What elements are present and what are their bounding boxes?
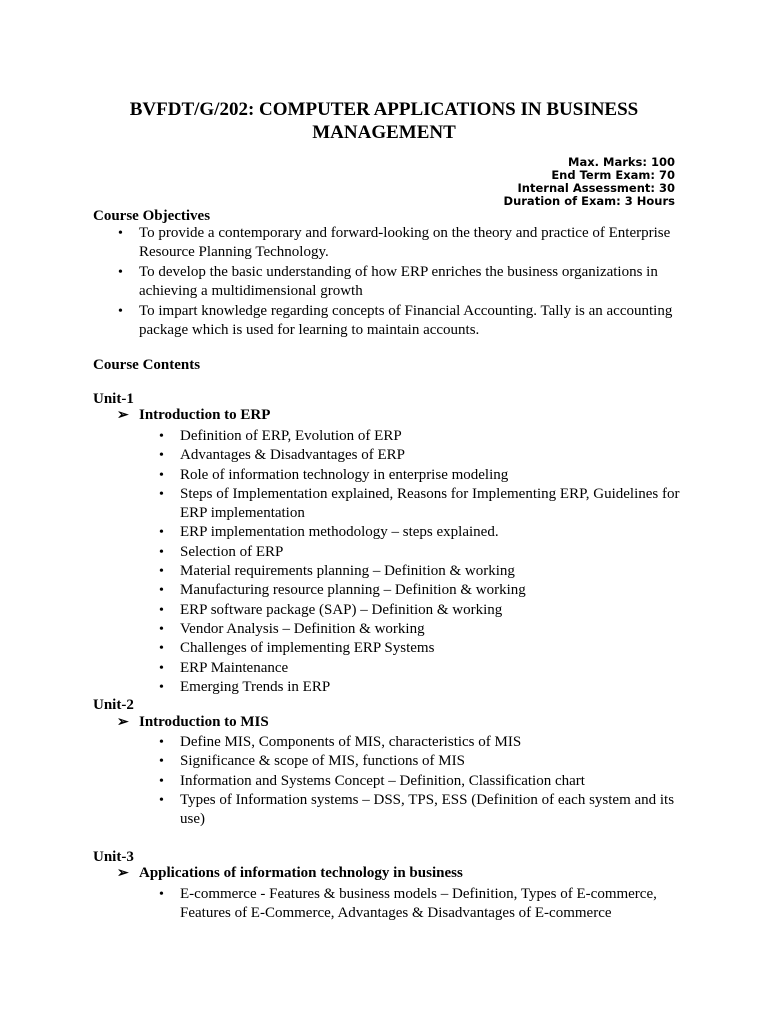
- unit-1-label: Unit-1: [93, 391, 134, 407]
- exam-duration: Duration of Exam: 3 Hours: [503, 194, 675, 208]
- list-item: • Definition of ERP, Evolution of ERP: [93, 427, 683, 446]
- list-item: • Material requirements planning – Definition & working: [93, 562, 683, 581]
- list-item: • Challenges of implementing ERP Systems: [93, 639, 683, 658]
- list-item: • Advantages & Disadvantages of ERP: [93, 446, 683, 465]
- internal-assessment: Internal Assessment: 30: [517, 181, 675, 195]
- list-item: • Steps of Implementation explained, Reasons for Implementing ERP, Guidelines for ERP implementation: [93, 485, 683, 524]
- list-item: • Information and Systems Concept – Definition, Classification chart: [93, 772, 683, 791]
- list-item: • Role of information technology in enterprise modeling: [93, 466, 683, 485]
- unit-3-topic-text: Applications of information technology in business: [139, 865, 463, 881]
- list-item: • Significance & scope of MIS, functions of MIS: [93, 752, 683, 771]
- unit-2-points: [93, 733, 683, 829]
- unit-2-topic-text: Introduction to MIS: [139, 714, 269, 730]
- objectives-list: [93, 224, 683, 340]
- unit-3-topic: [117, 865, 463, 882]
- list-item: • Emerging Trends in ERP: [93, 678, 683, 697]
- unit-3-label: Unit-3: [93, 849, 134, 865]
- list-item: • E-commerce - Features & business models – Definition, Types of E-commerce, Features of E-Commerce, Advantages & Disadvantages of E-commerce: [93, 885, 683, 924]
- list-item: • Vendor Analysis – Definition & working: [93, 620, 683, 639]
- unit-1-points: [93, 427, 683, 697]
- objective-item: • To develop the basic understanding of how ERP enriches the business organizations in achieving a multidimensional growth: [93, 263, 683, 302]
- list-item: • Define MIS, Components of MIS, characteristics of MIS: [93, 733, 683, 752]
- contents-heading: Course Contents: [93, 357, 201, 373]
- objectives-heading: Course Objectives: [93, 208, 211, 224]
- objective-item: • To impart knowledge regarding concepts of Financial Accounting. Tally is an accounting package which is used for learning to maintain accounts.: [93, 302, 683, 341]
- exam-info: [504, 156, 675, 208]
- list-item: • ERP implementation methodology – steps explained.: [93, 523, 683, 542]
- unit-2-topic: [117, 714, 269, 731]
- unit-1-topic-text: Introduction to ERP: [139, 407, 271, 423]
- unit-2-label: Unit-2: [93, 697, 134, 713]
- unit-3-points: [93, 885, 683, 924]
- unit-1-topic: [117, 407, 270, 424]
- list-item: • Types of Information systems – DSS, TPS, ESS (Definition of each system and its use): [93, 791, 683, 830]
- objective-item: • To provide a contemporary and forward-looking on the theory and practice of Enterprise Resource Planning Technology.: [93, 224, 683, 263]
- list-item: • ERP software package (SAP) – Definition & working: [93, 601, 683, 620]
- list-item: • Manufacturing resource planning – Definition & working: [93, 581, 683, 600]
- list-item: • Selection of ERP: [93, 543, 683, 562]
- list-item: • ERP Maintenance: [93, 659, 683, 678]
- arrow-bullet-icon: ➢: [117, 408, 129, 423]
- max-marks: Max. Marks: 100: [568, 155, 675, 169]
- course-title: BVFDT/G/202: COMPUTER APPLICATIONS IN BUSINESS MANAGEMENT: [129, 99, 639, 143]
- arrow-bullet-icon: ➢: [117, 866, 129, 881]
- end-term-exam: End Term Exam: 70: [551, 168, 675, 182]
- arrow-bullet-icon: ➢: [117, 715, 129, 730]
